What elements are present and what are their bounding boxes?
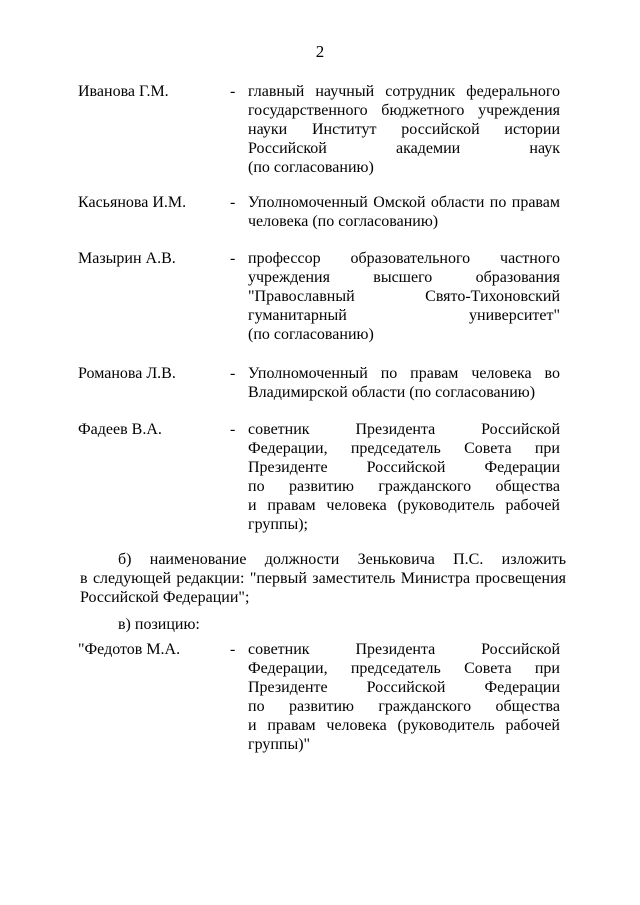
description-line: профессор образовательного частного — [248, 250, 560, 267]
paragraph-b — [80, 550, 566, 607]
dash-separator: - — [230, 421, 236, 438]
member-name: Мазырин А.В. — [78, 250, 176, 267]
paragraph-line: в) позицию: — [118, 616, 200, 633]
description-line: "Православный Свято-Тихоновский — [248, 288, 560, 305]
member-name: Иванова Г.М. — [78, 83, 169, 100]
description-line: (по согласованию) — [248, 326, 374, 343]
description-line: главный научный сотрудник федерального — [248, 83, 560, 100]
description-line: и правам человека (руководитель рабочей — [248, 497, 560, 514]
member-description — [248, 640, 560, 754]
description-line: Президенте Российской Федерации — [248, 679, 560, 696]
paragraph-line: б) наименование должности Зеньковича П.С. изложить — [118, 551, 566, 568]
description-line: группы); — [248, 516, 308, 533]
member-description — [248, 364, 560, 402]
description-line: Уполномоченный Омской области по правам — [248, 194, 560, 211]
description-line: Президенте Российской Федерации — [248, 459, 560, 476]
member-description — [248, 249, 560, 344]
dash-separator: - — [230, 365, 236, 382]
description-line: гуманитарный университет" — [248, 307, 560, 324]
description-line: человека (по согласованию) — [248, 213, 439, 230]
paragraph-v — [118, 615, 604, 634]
description-line: советник Президента Российской — [248, 641, 560, 658]
page-number: 2 — [315, 42, 325, 61]
member-name: "Федотов М.А. — [78, 641, 181, 658]
description-line: Федерации, председатель Совета при — [248, 660, 560, 677]
member-description — [248, 420, 560, 534]
description-line: государственного бюджетного учреждения — [248, 102, 560, 119]
dash-separator: - — [230, 250, 236, 267]
description-line: науки Институт российской истории — [248, 121, 560, 138]
member-name: Фадеев В.А. — [78, 421, 162, 438]
description-line: Федерации, председатель Совета при — [248, 440, 560, 457]
description-line: советник Президента Российской — [248, 421, 560, 438]
dash-separator: - — [230, 83, 236, 100]
description-line: Российской академии наук — [248, 140, 560, 157]
member-name: Романова Л.В. — [78, 365, 176, 382]
member-description — [248, 82, 560, 177]
description-line: группы)" — [248, 736, 311, 753]
description-line: по развитию гражданского общества — [248, 478, 560, 495]
description-line: учреждения высшего образования — [248, 269, 560, 286]
dash-separator: - — [230, 194, 236, 211]
dash-separator: - — [230, 641, 236, 658]
description-line: Уполномоченный по правам человека во — [248, 365, 560, 382]
description-line: Владимирской области (по согласованию) — [248, 384, 536, 401]
description-line: по развитию гражданского общества — [248, 698, 560, 715]
description-line: (по согласованию) — [248, 159, 374, 176]
paragraph-line: в следующей редакции: "первый заместитель Министра просвещения — [80, 570, 566, 587]
member-name: Касьянова И.М. — [78, 194, 187, 211]
member-description — [248, 193, 560, 231]
paragraph-line: Российской Федерации"; — [80, 589, 250, 606]
description-line: и правам человека (руководитель рабочей — [248, 717, 560, 734]
